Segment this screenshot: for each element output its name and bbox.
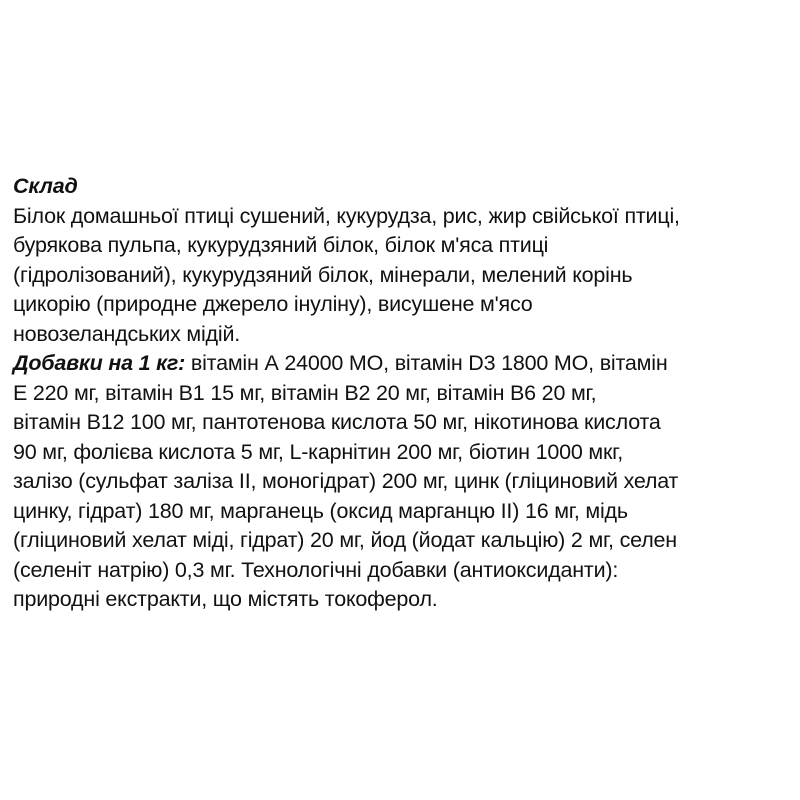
additives-first-line	[13, 349, 793, 379]
additives-line: (гліциновий хелат міді, гідрат) 20 мг, йод (йодат кальцію) 2 мг, селен	[13, 528, 677, 552]
additives-first-text: вітамін А 24000 МО, вітамін D3 1800 МО, вітамін	[185, 351, 668, 375]
composition-line: Білок домашньої птиці сушений, кукурудза, рис, жир свійської птиці,	[13, 203, 680, 228]
additives-label: Добавки на 1 кг:	[13, 351, 186, 375]
composition-line: новозеландських мідій.	[13, 321, 241, 346]
composition-line: (гідролізований), кукурудзяний білок, мінерали, мелений корінь	[13, 262, 633, 287]
additives-line: цинку, гідрат) 180 мг, марганець (оксид марганцю II) 16 мг, мідь	[13, 498, 628, 523]
composition-heading: Склад	[13, 174, 78, 198]
additives-line: вітамін В12 100 мг, пантотенова кислота 50 мг, нікотинова кислота	[13, 410, 661, 434]
composition-line: цикорію (природне джерело інуліну), висушене м'ясо	[13, 292, 533, 316]
composition-line: бурякова пульпа, кукурудзяний білок, білок м'яса птиці	[13, 233, 549, 257]
additives-line: природні екстракти, що містять токоферол.	[13, 587, 438, 611]
ingredients-text-block	[13, 172, 793, 615]
additives-line: залізо (сульфат заліза II, моногідрат) 200 мг, цинк (гліциновий хелат	[13, 469, 679, 493]
additives-line: 90 мг, фолієва кислота 5 мг, L-карнітин 200 мг, біотин 1000 мкг,	[13, 439, 623, 464]
additives-line: (селеніт натрію) 0,3 мг. Технологічні добавки (антиоксиданти):	[13, 557, 619, 582]
additives-line: Е 220 мг, вітамін В1 15 мг, вітамін В2 20 мг, вітамін В6 20 мг,	[13, 380, 597, 405]
